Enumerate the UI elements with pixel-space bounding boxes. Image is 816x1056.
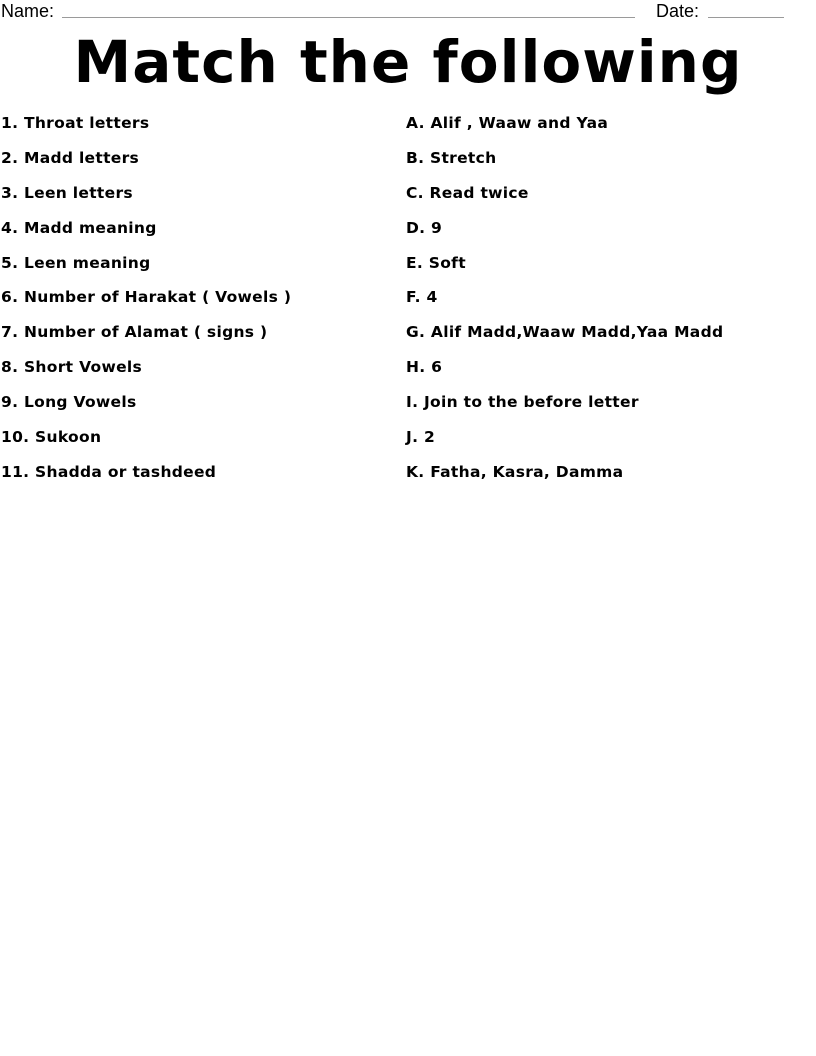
name-blank-line xyxy=(62,17,635,18)
answer-item: A. Alif , Waaw and Yaa xyxy=(406,114,609,132)
question-item: 3. Leen letters xyxy=(1,183,133,202)
worksheet-title: Match the following xyxy=(73,28,743,96)
question-item: 8. Short Vowels xyxy=(1,358,143,377)
question-item: 7. Number of Alamat ( signs ) xyxy=(1,323,268,342)
answer-item: F. 4 xyxy=(406,288,438,307)
questions-list xyxy=(1,113,396,497)
answer-item: D. 9 xyxy=(406,218,443,237)
answer-item: J. 2 xyxy=(406,428,436,447)
date-blank-line xyxy=(708,17,784,18)
answer-item: I. Join to the before letter xyxy=(406,393,639,412)
date-label: Date: xyxy=(656,1,700,21)
answer-item: K. Fatha, Kasra, Damma xyxy=(406,462,624,481)
question-item: 11. Shadda or tashdeed xyxy=(1,462,217,481)
question-item: 1. Throat letters xyxy=(1,114,150,132)
answers-list xyxy=(406,113,811,497)
question-item: 4. Madd meaning xyxy=(1,218,157,237)
question-item: 5. Leen meaning xyxy=(1,253,151,272)
answer-item: E. Soft xyxy=(406,253,466,272)
question-item: 6. Number of Harakat ( Vowels ) xyxy=(1,288,292,307)
answer-item: C. Read twice xyxy=(406,183,529,202)
question-item: 9. Long Vowels xyxy=(1,393,137,412)
worksheet-header xyxy=(0,0,816,24)
answer-item: B. Stretch xyxy=(406,148,497,167)
name-label: Name: xyxy=(1,1,55,21)
question-item: 10. Sukoon xyxy=(1,428,102,447)
answer-item: G. Alif Madd,Waaw Madd,Yaa Madd xyxy=(406,323,724,342)
answer-item: H. 6 xyxy=(406,358,443,377)
question-item: 2. Madd letters xyxy=(1,148,140,167)
